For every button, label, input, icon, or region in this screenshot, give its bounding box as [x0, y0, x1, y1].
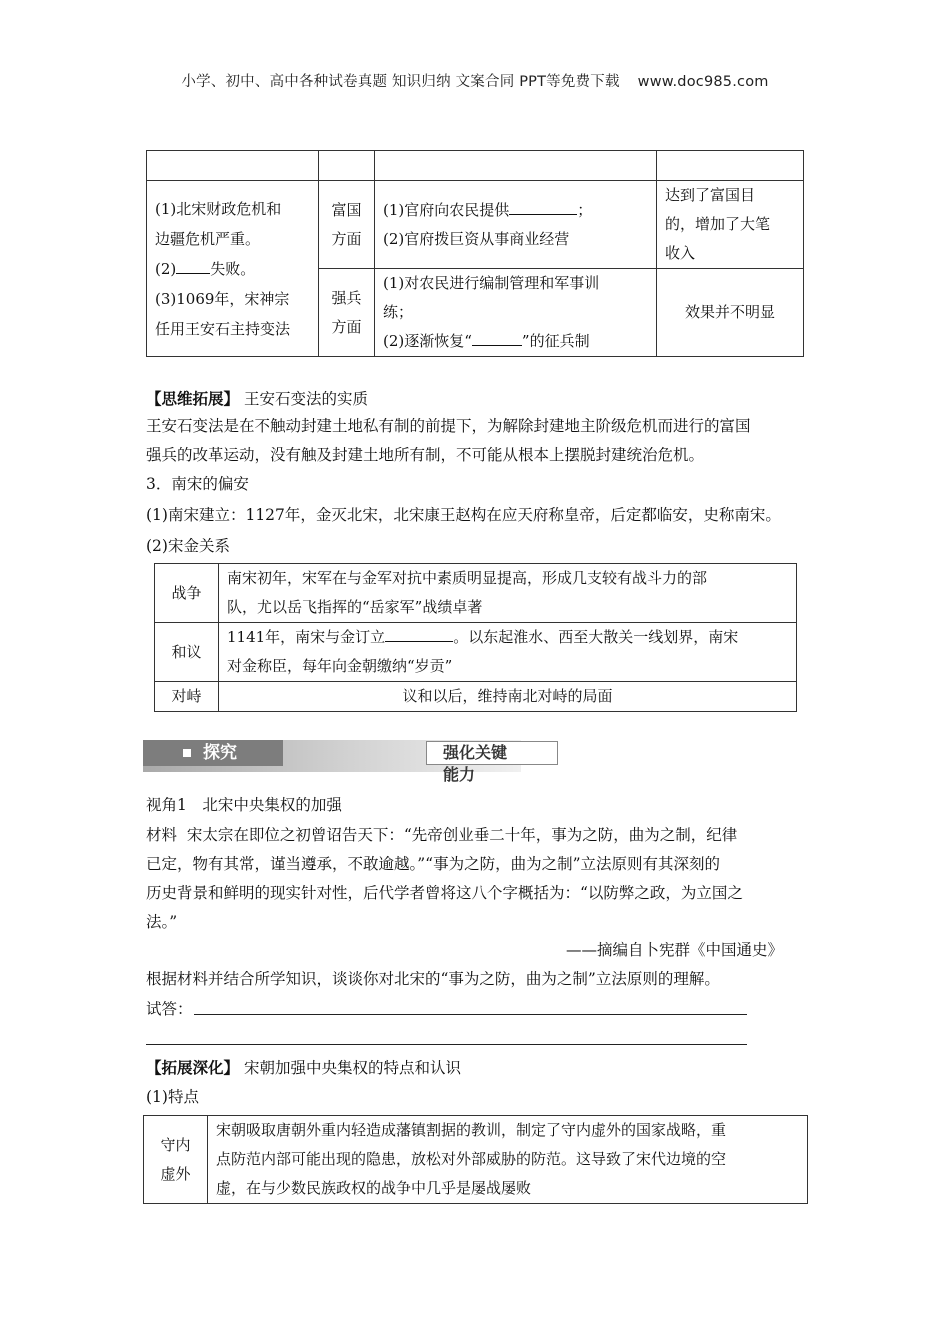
material-block: 材料 宋太宗在即位之初曾诏告天下：“先帝创业垂二十年，事为之防，曲为之制，纪律 已定，物有其常，谨当遵承，不敢逾越。”“事为之防，曲为之制”立法原则有其深刻的 历史背景和鲜明的现实针对性，后代学者曾将这八个字概括为：“以防弊之政，为立国之 法。” [146, 826, 743, 931]
reform-background-cell: (1)北宋财政危机和 边疆危机严重。 (2) 失败。 (3)1069年，宋神宗 任用王安石主持变法 [147, 181, 319, 357]
measures-rich-country: (1)官府向农民提供 ； (2)官府拨巨资从事商业经营 [375, 181, 657, 269]
section-heading-south-song: 3．南宋的偏安 [146, 475, 249, 493]
answer-label: 试答： [146, 1000, 193, 1018]
perspective-title: 视角1 北宋中央集权的加强 [146, 796, 342, 814]
answer-line[interactable] [194, 1014, 747, 1015]
relation-label: 对峙 [155, 682, 219, 712]
effect-rich-country: 达到了富国目 的，增加了大笔 收入 [657, 181, 804, 269]
characteristic-content: 宋朝吸取唐朝外重内轻造成藩镇割据的教训，制定了守内虚外的国家战略，重 点防范内部可能出现的隐患，放松对外部威胁的防范。这导致了宋代边境的空 虚，在与少数民族政权的战争中几乎是屡战屡败 [208, 1116, 808, 1204]
aspect-strong-army: 强兵 方面 [319, 269, 375, 357]
aspect-rich-country: 富国 方面 [319, 181, 375, 269]
extension-sub: (1)特点 [146, 1088, 199, 1106]
header-text: 小学、初中、高中各种试卷真题 知识归纳 文案合同 PPT等免费下载 [181, 74, 620, 90]
thinking-heading: 【思维拓展】 王安石变法的实质 [146, 389, 368, 408]
south-song-item2: (2)宋金关系 [146, 537, 230, 555]
blank-field [176, 256, 210, 274]
extension-heading: 【拓展深化】 宋朝加强中央集权的特点和认识 [146, 1058, 461, 1077]
relation-content: 南宋初年，宋军在与金军对抗中素质明显提高，形成几支较有战斗力的部 队，尤以岳飞指挥的“岳家军”战绩卓著 [219, 564, 797, 623]
relation-content: 1141年，南宋与金订立 。以东起淮水、西至大散关一线划界，南宋 对金称臣，每年向金朝缴纳“岁贡” [219, 623, 797, 682]
relation-label: 战争 [155, 564, 219, 623]
characteristics-table [143, 1115, 808, 1204]
measures-strong-army: (1)对农民进行编制管理和军事训 练； (2)逐渐恢复“ ”的征兵制 [375, 269, 657, 357]
blank-field [509, 197, 577, 215]
section-banner [143, 740, 521, 784]
square-icon [183, 749, 191, 757]
banner-ability-label: 强化关键能力 [443, 743, 508, 784]
header-url[interactable]: www.doc985.com [637, 74, 769, 90]
thinking-body: 王安石变法是在不触动封建土地私有制的前提下，为解除封建地主阶级危机而进行的富国 强兵的改革运动，没有触及封建土地所有制，不可能从根本上摆脱封建统治危机。 [146, 417, 751, 464]
reform-table [146, 150, 804, 357]
relation-content: 议和以后，维持南北对峙的局面 [219, 682, 797, 712]
page-header [0, 70, 950, 91]
characteristic-label: 守内 虚外 [144, 1116, 208, 1204]
south-song-item1: (1)南宋建立：1127年，金灭北宋，北宋康王赵构在应天府称皇帝，后定都临安，史称南宋。 [146, 506, 781, 524]
question-text: 根据材料并结合所学知识，谈谈你对北宋的“事为之防，曲为之制”立法原则的理解。 [146, 970, 720, 988]
blank-field [385, 624, 453, 642]
answer-line[interactable] [146, 1044, 747, 1045]
relation-label: 和议 [155, 623, 219, 682]
effect-strong-army: 效果并不明显 [657, 269, 804, 357]
material-label: 材料 [146, 826, 178, 844]
blank-field [472, 328, 522, 346]
banner-explore-label: 探究 [203, 743, 237, 763]
song-jin-relations-table [154, 563, 797, 712]
material-source: ——摘编自卜宪群《中国通史》 [566, 941, 784, 959]
